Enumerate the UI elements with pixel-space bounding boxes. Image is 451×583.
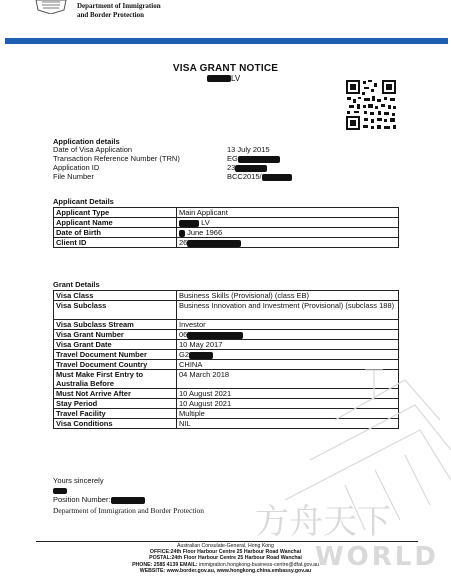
visa-class-value: Business Skills (Provisional) (class EB) — [177, 291, 399, 301]
travel-facility-label: Travel Facility — [54, 409, 177, 419]
travel-document-number-value: G2 — [179, 350, 190, 359]
table-row — [54, 228, 399, 238]
table-row — [54, 238, 399, 248]
date-of-application-label: Date of Visa Application — [53, 145, 133, 154]
footer-email: immigration.hongkong-business-centre@dfat.gov.au — [198, 561, 319, 568]
table-row — [54, 370, 399, 389]
applicant-name-cell — [177, 218, 399, 228]
visa-conditions-label: Visa Conditions — [54, 419, 177, 429]
closing-salutation: Yours sincerely — [53, 476, 104, 485]
redaction-mark — [235, 165, 267, 172]
signature-redaction — [53, 486, 67, 495]
table-row — [54, 350, 399, 360]
travel-document-country-value: CHINA — [177, 360, 399, 370]
watermark-cn: 方舟天下 — [255, 502, 391, 542]
position-number-label: Position Number: — [53, 495, 111, 504]
notice-title: VISA GRANT NOTICE — [172, 63, 279, 74]
applicant-type-label: Applicant Type — [54, 208, 177, 218]
table-row — [54, 301, 399, 320]
trn-value-row — [227, 154, 292, 163]
stay-period-label: Stay Period — [54, 399, 177, 409]
applicant-details-table — [53, 207, 399, 248]
client-id-label: Client ID — [54, 238, 177, 248]
application-details-values — [227, 145, 292, 181]
first-entry-value: 04 March 2018 — [177, 370, 399, 389]
visa-class-label: Visa Class — [54, 291, 177, 301]
date-of-application-value: 13 July 2015 — [227, 145, 270, 154]
grant-details-table — [53, 290, 399, 429]
first-entry-label: Must Make First Entry to Australia Before — [54, 370, 177, 389]
travel-facility-value: Multiple — [177, 409, 399, 419]
redaction-mark — [207, 75, 231, 82]
redaction-mark — [187, 332, 243, 339]
date-of-birth-label: Date of Birth — [54, 228, 177, 238]
file-number-label: File Number — [53, 172, 94, 181]
table-row — [54, 291, 399, 301]
must-not-arrive-after-value: 10 August 2021 — [177, 389, 399, 399]
travel-document-number-cell — [177, 350, 399, 360]
redaction-mark — [189, 352, 213, 359]
visa-subclass-value: Business Innovation and Investment (Provisional) (subclass 188) — [177, 301, 399, 320]
applicant-type-value: Main Applicant — [177, 208, 399, 218]
visa-subclass-label: Visa Subclass — [54, 301, 177, 320]
watermark-en: WORLD — [315, 542, 439, 572]
travel-document-number-label: Travel Document Number — [54, 350, 177, 360]
stay-period-value: 10 August 2021 — [177, 399, 399, 409]
redaction-mark — [111, 497, 145, 504]
footer-line-5: WEBSITE: www.border.gov.au, www.hongkong.china.embassy.gov.au — [139, 567, 312, 574]
application-id-value: 23 — [227, 163, 236, 172]
footer-line-1: Australian Consulate-General, Hong Kong — [177, 543, 274, 549]
redaction-mark — [187, 240, 241, 247]
date-of-birth-cell — [177, 228, 399, 238]
header-bar — [5, 38, 448, 44]
redaction-mark — [238, 156, 280, 163]
applicant-name-value: LV — [201, 218, 210, 227]
notice-name-suffix: LV — [231, 74, 241, 83]
table-row — [54, 399, 399, 409]
application-details-heading: Application details — [53, 137, 120, 146]
redaction-mark — [53, 488, 67, 494]
table-row — [54, 330, 399, 340]
redaction-mark — [262, 174, 292, 181]
visa-conditions-value: NIL — [177, 419, 399, 429]
table-row — [54, 320, 399, 330]
footer-phone: PHONE: 2585 4139 EMAIL: — [132, 561, 198, 568]
applicant-name-label: Applicant Name — [54, 218, 177, 228]
visa-grant-number-cell — [177, 330, 399, 340]
file-number-value: BCC2015/ — [227, 172, 262, 181]
table-row — [54, 208, 399, 218]
footer-line-2: OFFICE:24th Floor Harbour Centre 25 Harbour Road Wanchai — [149, 549, 302, 556]
client-id-cell — [177, 238, 399, 248]
qr-code — [344, 78, 398, 132]
table-row — [54, 389, 399, 399]
coat-of-arms-emblem — [34, 0, 68, 14]
footer-contact — [0, 543, 451, 574]
table-row — [54, 419, 399, 429]
table-row — [54, 360, 399, 370]
application-id-value-row — [227, 163, 292, 172]
table-row — [54, 340, 399, 350]
trn-value: EG — [227, 154, 238, 163]
department-line-1: Department of Immigration — [77, 2, 161, 10]
redaction-mark — [179, 220, 199, 227]
redaction-mark — [179, 230, 185, 237]
visa-subclass-stream-value: Investor — [177, 320, 399, 330]
footer-divider — [36, 541, 418, 542]
footer-line-3: POSTAL:24th Floor Harbour Centre 25 Harbour Road Wanchai — [149, 555, 302, 562]
department-header — [77, 2, 161, 20]
visa-grant-number-value: 06 — [179, 330, 188, 339]
visa-grant-number-label: Visa Grant Number — [54, 330, 177, 340]
table-row — [54, 409, 399, 419]
file-number-value-row — [227, 172, 292, 181]
closing-department: Department of Immigration and Border Protection — [53, 506, 204, 515]
position-number-line — [53, 495, 145, 504]
trn-label: Transaction Reference Number (TRN) — [53, 154, 180, 163]
application-id-label: Application ID — [53, 163, 100, 172]
must-not-arrive-after-label: Must Not Arrive After — [54, 389, 177, 399]
date-of-birth-value: June 1966 — [187, 228, 223, 237]
visa-grant-date-value: 10 May 2017 — [177, 340, 399, 350]
department-line-2: and Border Protection — [77, 11, 145, 19]
applicant-details-heading: Applicant Details — [53, 197, 114, 206]
notice-name-line — [207, 74, 240, 83]
visa-grant-date-label: Visa Grant Date — [54, 340, 177, 350]
travel-document-country-label: Travel Document Country — [54, 360, 177, 370]
visa-subclass-stream-label: Visa Subclass Stream — [54, 320, 177, 330]
application-details-labels — [53, 145, 180, 181]
table-row — [54, 218, 399, 228]
grant-details-heading: Grant Details — [53, 280, 100, 289]
client-id-value: 26 — [179, 238, 188, 247]
